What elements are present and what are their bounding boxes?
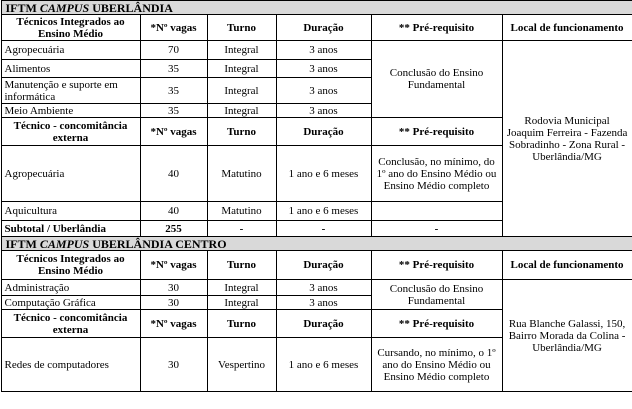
turno-value: Integral	[207, 104, 276, 118]
duracao-value: 1 ano e 6 meses	[276, 146, 371, 202]
subtotal-vagas: 255	[140, 221, 207, 237]
header-duracao: Duração	[276, 118, 371, 146]
turno-value: Matutino	[207, 146, 276, 202]
course-name: Agropecuária	[1, 146, 140, 202]
vagas-value: 30	[140, 338, 207, 392]
course-name: Administração	[1, 280, 140, 296]
campus-uberlandia-title-row	[1, 1, 632, 15]
header-turno: Turno	[207, 15, 276, 41]
vagas-value: 40	[140, 146, 207, 202]
prereq-value: Cursando, no mínimo, o 1º ano do Ensino Médio ou Ensino Médio completo	[371, 338, 502, 392]
duracao-value: 3 anos	[276, 60, 371, 78]
course-name: Manutenção e suporte em informática	[1, 78, 140, 104]
duracao-value: 3 anos	[276, 280, 371, 296]
course-name: Computação Gráfica	[1, 296, 140, 310]
vagas-value: 35	[140, 78, 207, 104]
vagas-value: 30	[140, 296, 207, 310]
turno-value: Integral	[207, 41, 276, 60]
header-vagas: *Nº vagas	[140, 310, 207, 338]
header-vagas: *Nº vagas	[140, 15, 207, 41]
prereq-value: Conclusão do Ensino Fundamental	[371, 280, 502, 310]
header-duracao: Duração	[276, 310, 371, 338]
subtotal-turno: -	[207, 221, 276, 237]
prereq-empty	[371, 202, 502, 221]
header-prereq: ** Pré-requisito	[371, 118, 502, 146]
header-local: Local de funcionamento	[502, 15, 632, 41]
duracao-value: 3 anos	[276, 296, 371, 310]
duracao-value: 3 anos	[276, 78, 371, 104]
vagas-value: 40	[140, 202, 207, 221]
subtotal-duracao: -	[276, 221, 371, 237]
turno-value: Integral	[207, 280, 276, 296]
turno-value: Integral	[207, 78, 276, 104]
vagas-value: 70	[140, 41, 207, 60]
turno-value: Matutino	[207, 202, 276, 221]
header-prereq: ** Pré-requisito	[371, 251, 502, 280]
header-course: Técnicos Integrados ao Ensino Médio	[1, 15, 140, 41]
campus-title: IFTM CAMPUS UBERLÂNDIA CENTRO	[1, 237, 632, 251]
course-name: Alimentos	[1, 60, 140, 78]
header-vagas: *Nº vagas	[140, 118, 207, 146]
header-course: Técnicos Integrados ao Ensino Médio	[1, 251, 140, 280]
header-turno: Turno	[207, 118, 276, 146]
subtotal-label: Subtotal / Uberlândia	[1, 221, 140, 237]
header-duracao: Duração	[276, 251, 371, 280]
course-name: Redes de computadores	[1, 338, 140, 392]
campus-title: IFTM CAMPUS UBERLÂNDIA	[1, 1, 632, 15]
header-prereq: ** Pré-requisito	[371, 15, 502, 41]
header-course: Técnico - concomitância externa	[1, 310, 140, 338]
campus-centro-title-row	[1, 237, 632, 251]
vagas-table	[1, 0, 632, 392]
prereq-value: Conclusão do Ensino Fundamental	[371, 41, 502, 118]
course-name: Aquicultura	[1, 202, 140, 221]
header-duracao: Duração	[276, 15, 371, 41]
turno-value: Integral	[207, 60, 276, 78]
course-name: Meio Ambiente	[1, 104, 140, 118]
header-row	[1, 15, 632, 41]
vagas-value: 35	[140, 104, 207, 118]
header-local: Local de funcionamento	[502, 251, 632, 280]
duracao-value: 1 ano e 6 meses	[276, 338, 371, 392]
table-row	[1, 41, 632, 60]
duracao-value: 3 anos	[276, 104, 371, 118]
vagas-value: 30	[140, 280, 207, 296]
header-prereq: ** Pré-requisito	[371, 310, 502, 338]
turno-value: Integral	[207, 296, 276, 310]
duracao-value: 1 ano e 6 meses	[276, 202, 371, 221]
header-vagas: *Nº vagas	[140, 251, 207, 280]
header-row	[1, 251, 632, 280]
header-turno: Turno	[207, 310, 276, 338]
vagas-value: 35	[140, 60, 207, 78]
header-course: Técnico - concomitância externa	[1, 118, 140, 146]
duracao-value: 3 anos	[276, 41, 371, 60]
table-row	[1, 280, 632, 296]
prereq-value: Conclusão, no mínimo, do 1º ano do Ensino Médio ou Ensino Médio completo	[371, 146, 502, 202]
header-turno: Turno	[207, 251, 276, 280]
local-value: Rodovia Municipal Joaquim Ferreira - Fazenda Sobradinho - Zona Rural - Uberlândia/MG	[502, 41, 632, 237]
turno-value: Vespertino	[207, 338, 276, 392]
subtotal-prereq: -	[371, 221, 502, 237]
local-value: Rua Blanche Galassi, 150, Bairro Morada da Colina - Uberlândia/MG	[502, 280, 632, 392]
course-name: Agropecuária	[1, 41, 140, 60]
